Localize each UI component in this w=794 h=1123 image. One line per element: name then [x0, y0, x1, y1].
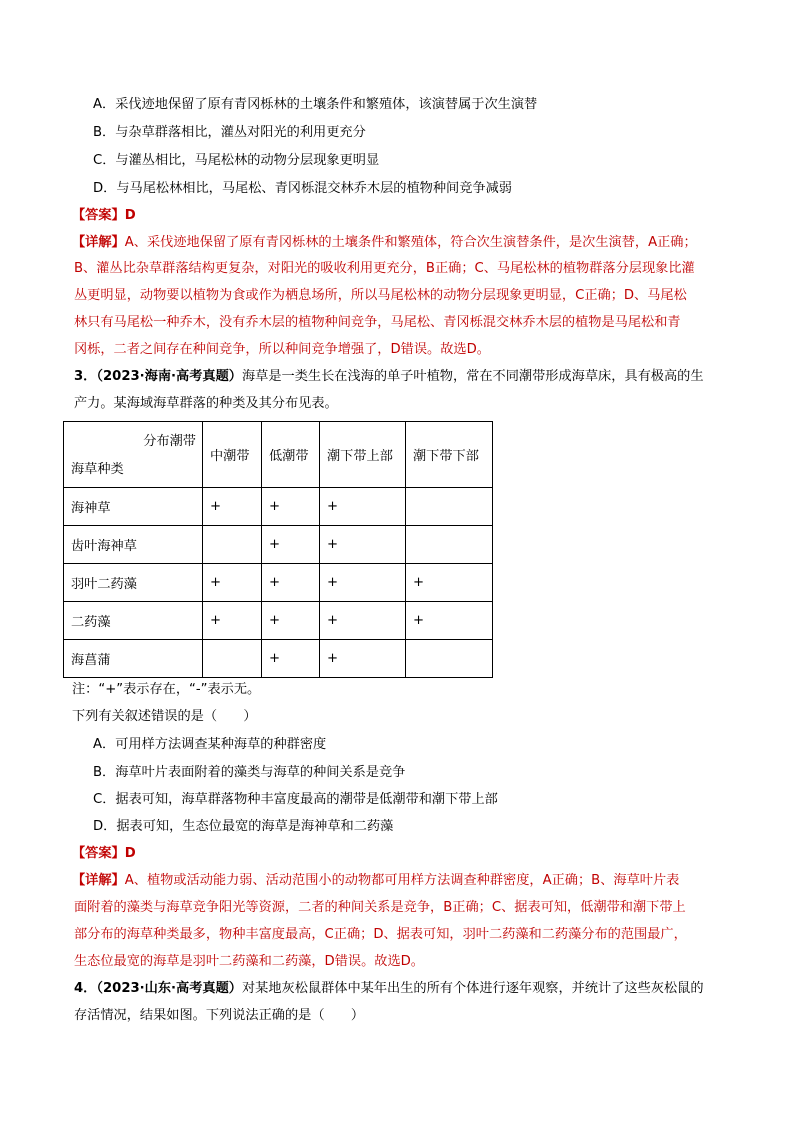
table-row	[64, 564, 493, 602]
table-row	[64, 488, 493, 526]
header-bottom-label: 海草种类	[71, 462, 124, 477]
q2-detail-line-2: B、灌丛比杂草群落结构更复杂，对阳光的吸收利用更充分，B正确；C、马尾松林的植物群落分层现象比灌	[74, 261, 695, 276]
q3-stem-line-1: 3．（2023·海南·高考真题）海草是一类生长在浅海的单子叶植物，常在不同潮带形成海草床，具有极高的生	[74, 369, 704, 384]
table-row	[64, 602, 493, 640]
table-corner-cell	[64, 422, 203, 488]
q2-answer	[72, 206, 136, 226]
detail-tag: 【详解】	[72, 235, 125, 250]
q3-answer	[72, 844, 136, 864]
answer-value: D	[124, 208, 136, 223]
q3-option-c: C．据表可知，海草群落物种丰富度最高的潮带是低潮带和潮下带上部	[93, 792, 498, 807]
table-cell: +	[203, 602, 262, 640]
table-cell: +	[203, 564, 262, 602]
answer-tag: 【答案】	[72, 846, 125, 861]
table-cell: +	[406, 564, 493, 602]
q3-detail-line-3: 部分布的海草种类最多，物种丰富度最高，C正确；D、据表可知，羽叶二药藻和二药藻分布的范围最广，	[74, 927, 687, 942]
row-label: 羽叶二药藻	[64, 564, 203, 602]
q3-option-a: A．可用样方法调查某种海草的种群密度	[93, 737, 327, 752]
row-label: 海神草	[64, 488, 203, 526]
column-header: 潮下带上部	[320, 422, 406, 488]
q3-number: 3．	[74, 369, 97, 384]
column-header: 中潮带	[203, 422, 262, 488]
table-cell	[406, 526, 493, 564]
row-label: 二药藻	[64, 602, 203, 640]
row-label: 齿叶海神草	[64, 526, 203, 564]
q3-option-d: D．据表可知，生态位最宽的海草是海神草和二药藻	[93, 819, 394, 834]
table-cell: +	[406, 602, 493, 640]
table-cell: +	[320, 488, 406, 526]
table-cell	[406, 488, 493, 526]
table-row	[64, 640, 493, 678]
table-cell	[406, 640, 493, 678]
table-cell: +	[262, 602, 320, 640]
table-cell	[203, 526, 262, 564]
q2-detail-line-3: 丛更明显，动物要以植物为食或作为栖息场所，所以马尾松林的动物分层现象更明显，C正确；D、马尾松	[74, 288, 687, 303]
table-cell	[203, 640, 262, 678]
table-cell: +	[320, 602, 406, 640]
q2-detail-line-5: 冈栎，二者之间存在种间竞争，所以种间竞争增强了，D错误。故选D。	[74, 342, 490, 357]
q4-stem-line-2: 存活情况，结果如图。下列说法正确的是（ ）	[74, 1008, 365, 1023]
q3-stem-line-2: 产力。某海域海草群落的种类及其分布见表。	[74, 396, 338, 411]
q3-source: （2023·海南·高考真题）	[96, 369, 242, 384]
table-note: 注：“+”表示存在，“-”表示无。	[72, 682, 261, 697]
table-cell: +	[262, 526, 320, 564]
table-cell: +	[262, 640, 320, 678]
table-row	[64, 526, 493, 564]
q2-option-b: B．与杂草群落相比，灌丛对阳光的利用更充分	[93, 125, 366, 140]
q3-detail-line-4: 生态位最宽的海草是羽叶二药藻和二药藻，D错误。故选D。	[74, 954, 424, 969]
detail-tag: 【详解】	[72, 873, 125, 888]
row-label: 海菖蒲	[64, 640, 203, 678]
q4-stem-line-1: 4．（2023·山东·高考真题）对某地灰松鼠群体中某年出生的所有个体进行逐年观察，并统计了这些灰松鼠的	[74, 981, 704, 996]
table-cell: +	[262, 488, 320, 526]
column-header: 潮下带下部	[406, 422, 493, 488]
q3-detail-line-1: 【详解】A、植物或活动能力弱、活动范围小的动物都可用样方法调查种群密度，A正确；B、海草叶片表	[72, 873, 680, 888]
q2-detail-line-4: 林只有马尾松一种乔木，没有乔木层的植物种间竞争，马尾松、青冈栎混交林乔木层的植物是马尾松和青	[74, 315, 681, 330]
table-cell: +	[203, 488, 262, 526]
q4-source: （2023·山东·高考真题）	[96, 981, 242, 996]
header-top-label: 分布潮带	[143, 434, 196, 449]
table-cell: +	[320, 564, 406, 602]
q3-option-b: B．海草叶片表面附着的藻类与海草的种间关系是竞争	[93, 765, 406, 780]
table-header-row	[64, 422, 493, 488]
q4-number: 4．	[74, 981, 97, 996]
table-cell: +	[262, 564, 320, 602]
seagrass-distribution-table	[63, 421, 493, 678]
q3-question: 下列有关叙述错误的是（ ）	[72, 709, 257, 724]
answer-value: D	[124, 846, 136, 861]
q2-option-c: C．与灌丛相比，马尾松林的动物分层现象更明显	[93, 153, 380, 168]
q3-detail-line-2: 面附着的藻类与海草竞争阳光等资源，二者的种间关系是竞争，B正确；C、据表可知，低潮带和潮下带上	[74, 900, 686, 915]
table-cell: +	[320, 526, 406, 564]
q2-detail-line-1: 【详解】A、采伐迹地保留了原有青冈栎林的土壤条件和繁殖体，符合次生演替条件，是次生演替，A正确；	[72, 235, 697, 250]
table-cell: +	[320, 640, 406, 678]
q2-option-d: D．与马尾松林相比，马尾松、青冈栎混交林乔木层的植物种间竞争减弱	[93, 181, 512, 196]
q2-option-a: A．采伐迹地保留了原有青冈栎林的土壤条件和繁殖体，该演替属于次生演替	[93, 97, 538, 112]
answer-tag: 【答案】	[72, 208, 125, 223]
column-header: 低潮带	[262, 422, 320, 488]
